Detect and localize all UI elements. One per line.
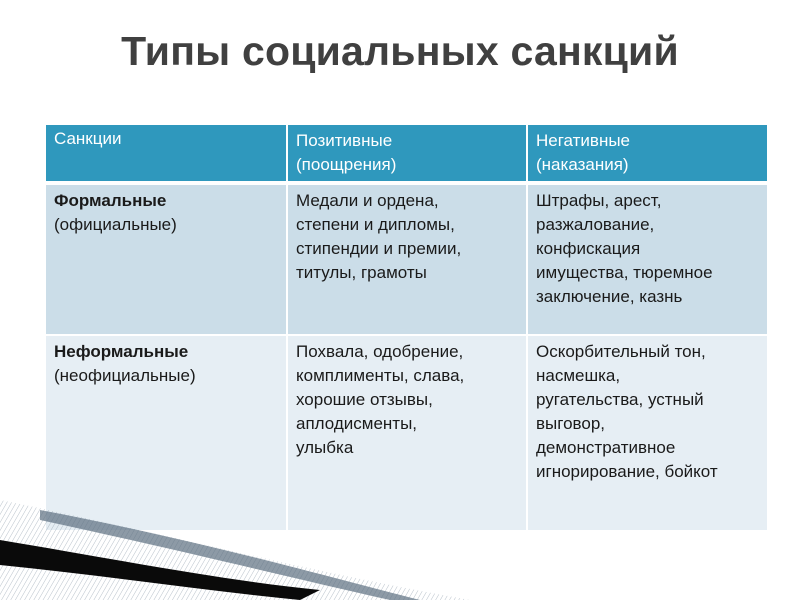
row-name: Формальные [54, 191, 167, 210]
cell-informal-positive: Похвала, одобрение, комплименты, слава, хорошие отзывы, аплодисменты, улыбка [287, 335, 527, 530]
row-name: Неформальные [54, 342, 189, 361]
header-sanctions: Санкции [46, 125, 287, 183]
cell-formal-negative: Штрафы, арест, разжалование, конфискация имущества, тюремное заключение, казнь [527, 183, 767, 335]
row-qualifier: (официальные) [54, 215, 177, 234]
row-label-formal [46, 183, 287, 335]
sanctions-table [46, 125, 767, 530]
header-negative: Негативные (наказания) [527, 125, 767, 183]
decorative-swoosh [0, 490, 800, 600]
table-row [46, 183, 767, 335]
header-positive: Позитивные (поощрения) [287, 125, 527, 183]
cell-formal-positive: Медали и ордена, степени и дипломы, стипендии и премии, титулы, грамоты [287, 183, 527, 335]
row-qualifier: (неофициальные) [54, 366, 196, 385]
cell-informal-negative: Оскорбительный тон, насмешка, ругательства, устный выговор, демонстративное игнорирование, бойкот [527, 335, 767, 530]
slide-title: Типы социальных санкций [121, 28, 679, 74]
table-header-row [46, 125, 767, 183]
